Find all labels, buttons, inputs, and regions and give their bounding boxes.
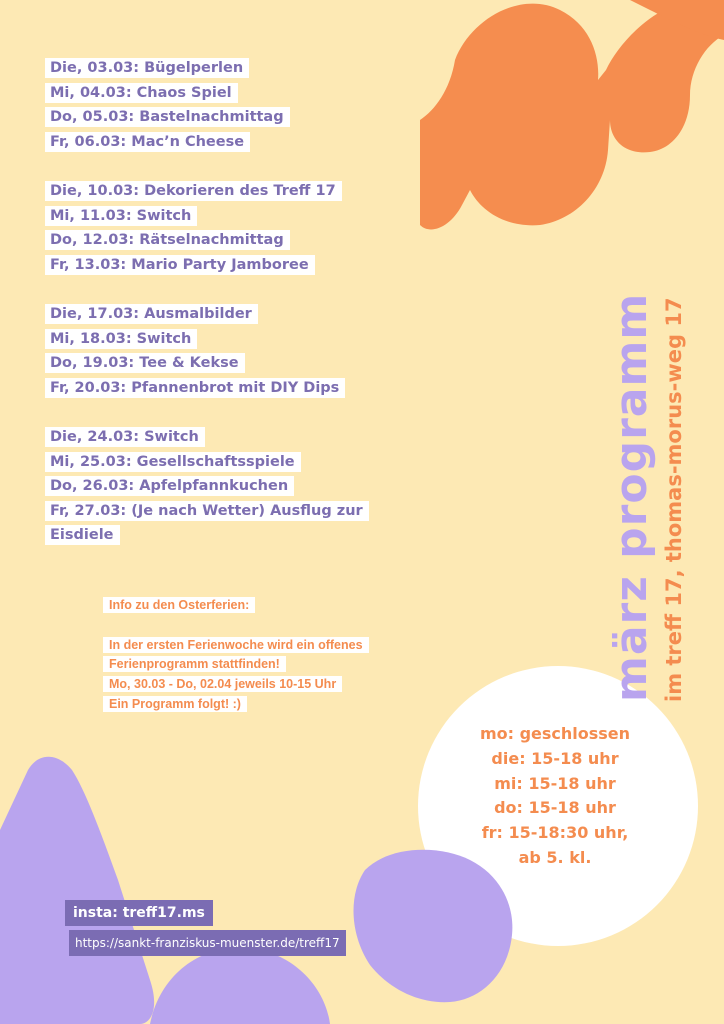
orange-squiggle-shape — [420, 0, 724, 229]
info-line: In der ersten Ferienwoche wird ein offenes — [103, 636, 423, 656]
schedule-entry: Die, 10.03: Dekorieren des Treff 17 — [45, 179, 405, 204]
poster-title: märz programm — [606, 292, 657, 702]
website-link[interactable]: https://sankt-franziskus-muenster.de/treff17 — [69, 930, 346, 956]
schedule-entry: Do, 12.03: Rätselnachmittag — [45, 228, 405, 253]
schedule-entry: Fr, 27.03: (Je nach Wetter) Ausflug zur Eisdiele — [45, 499, 405, 548]
hours-line: die: 15-18 uhr — [491, 748, 619, 768]
info-line: Ferienprogramm stattfinden! — [103, 655, 423, 675]
schedule-week-4 — [45, 425, 405, 548]
easter-holiday-info — [103, 596, 423, 715]
schedule-entry: Fr, 20.03: Pfannenbrot mit DIY Dips — [45, 376, 405, 401]
schedule-entry: Mi, 18.03: Switch — [45, 327, 405, 352]
schedule-entry: Fr, 06.03: Mac’n Cheese — [45, 130, 405, 155]
info-heading: Info zu den Osterferien: — [103, 596, 423, 616]
schedule-week-1 — [45, 56, 405, 154]
schedule-week-3 — [45, 302, 405, 400]
info-line: Ein Programm folgt! :) — [103, 695, 423, 715]
schedule-list — [45, 56, 405, 572]
schedule-week-2 — [45, 179, 405, 277]
hours-line: fr: 15-18:30 uhr, — [481, 823, 629, 843]
schedule-entry: Die, 24.03: Switch — [45, 425, 405, 450]
info-line: Mo, 30.03 - Do, 02.04 jeweils 10-15 Uhr — [103, 675, 423, 695]
schedule-entry: Mi, 04.03: Chaos Spiel — [45, 81, 405, 106]
schedule-entry: Do, 26.03: Apfelpfannkuchen — [45, 474, 405, 499]
schedule-entry: Die, 17.03: Ausmalbilder — [45, 302, 405, 327]
schedule-entry: Mi, 25.03: Gesellschaftsspiele — [45, 450, 405, 475]
hours-line: do: 15-18 uhr — [494, 798, 616, 818]
poster-subtitle: im treff 17, thomas-morus-weg 17 — [662, 297, 686, 702]
opening-hours — [440, 722, 670, 871]
schedule-entry: Mi, 11.03: Switch — [45, 204, 405, 229]
hours-line: mo: geschlossen — [479, 724, 631, 743]
schedule-entry: Die, 03.03: Bügelperlen — [45, 56, 405, 81]
schedule-entry: Fr, 13.03: Mario Party Jamboree — [45, 253, 405, 278]
hours-line: ab 5. kl. — [518, 847, 592, 867]
hours-line: mi: 15-18 uhr — [494, 773, 616, 793]
schedule-entry: Do, 19.03: Tee & Kekse — [45, 351, 405, 376]
schedule-entry: Do, 05.03: Bastelnachmittag — [45, 105, 405, 130]
instagram-handle: insta: treff17.ms — [65, 900, 213, 926]
